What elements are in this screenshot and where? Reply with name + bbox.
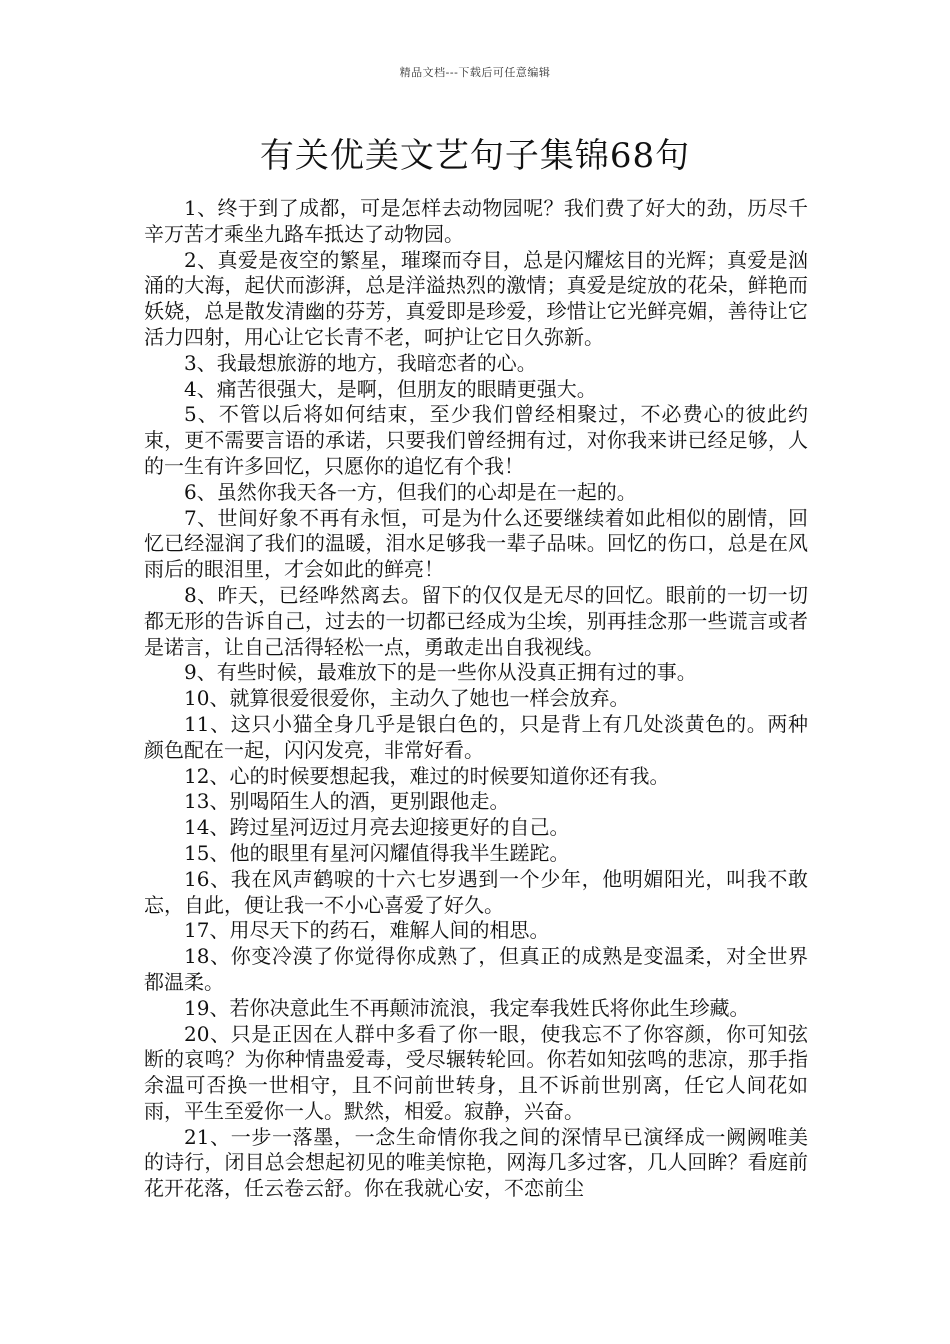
paragraph: 14、跨过星河迈过月亮去迎接更好的自己。 [184, 815, 570, 840]
paragraph: 15、他的眼里有星河闪耀值得我半生蹉跎。 [184, 840, 570, 865]
paragraph: 13、别喝陌生人的酒，更别跟他走。 [184, 789, 510, 814]
paragraph: 6、虽然你我天各一方，但我们的心却是在一起的。 [184, 479, 637, 504]
paragraph: 12、心的时候要想起我，难过的时候要知道你还有我。 [184, 763, 670, 788]
paragraph: 20、只是正因在人群中多看了你一眼，使我忘不了你容颜，你可知弦断的哀鸣？为你种情蛊爱毒，受尽辗转轮回。你若如知弦鸣的悲凉，那手指余温可否换一世相守，且不问前世转身，且不诉前世别离，任它人间花如雨，平生至爱你一人。默然，相爱。寂静，兴奋。 [144, 1021, 808, 1123]
paragraph: 19、若你决意此生不再颠沛流浪，我定奉我姓氏将你此生珍藏。 [184, 995, 750, 1020]
paragraph: 16、我在风声鹤唳的十六七岁遇到一个少年，他明媚阳光，叫我不敢忘，自此，便让我一不小心喜爱了好久。 [144, 866, 808, 917]
paragraph: 8、昨天，已经哗然离去。留下的仅仅是无尽的回忆。眼前的一切一切都无形的告诉自己，过去的一切都已经成为尘埃，别再挂念那一些谎言或者是诺言，让自己活得轻松一点，勇敢走出自我视线。 [144, 582, 808, 659]
paragraph: 5、不管以后将如何结束，至少我们曾经相聚过，不必费心的彼此约束，更不需要言语的承诺，只要我们曾经拥有过，对你我来讲已经足够，人的一生有许多回忆，只愿你的追忆有个我！ [144, 402, 808, 478]
paragraph: 17、用尽天下的药石，难解人间的相思。 [184, 918, 550, 943]
paragraph: 3、我最想旅游的地方，我暗恋者的心。 [184, 350, 537, 375]
paragraph: 18、你变冷漠了你觉得你成熟了，但真正的成熟是变温柔，对全世界都温柔。 [144, 944, 808, 994]
paragraph: 7、世间好象不再有永恒，可是为什么还要继续着如此相似的剧情，回忆已经湿润了我们的温暖，泪水足够我一辈子品味。回忆的伤口，总是在风雨后的眼泪里，才会如此的鲜亮！ [144, 505, 808, 582]
document-title: 有关优美文艺句子集锦68句 [259, 136, 691, 176]
header-note: 精品文档---下载后可任意编辑 [399, 66, 551, 79]
paragraph: 1、终于到了成都，可是怎样去动物园呢？我们费了好大的劲，历尽千辛万苦才乘坐九路车抵达了动物园。 [144, 196, 808, 246]
paragraph: 2、真爱是夜空的繁星，璀璨而夺目，总是闪耀炫目的光辉；真爱是汹涌的大海，起伏而澎湃，总是洋溢热烈的激情；真爱是绽放的花朵，鲜艳而妖娆，总是散发清幽的芬芳，真爱即是珍爱，珍惜让它光鲜亮媚，善待让它活力四射，用心让它长青不老，呵护让它日久弥新。 [144, 247, 808, 349]
paragraph: 10、就算很爱很爱你，主动久了她也一样会放弃。 [184, 686, 630, 711]
paragraph: 9、有些时候，最难放下的是一些你从没真正拥有过的事。 [184, 660, 697, 685]
paragraph: 4、痛苦很强大，是啊，但朋友的眼睛更强大。 [184, 376, 597, 401]
paragraph: 11、这只小猫全身几乎是银白色的，只是背上有几处淡黄色的。两种颜色配在一起，闪闪发亮，非常好看。 [144, 711, 808, 762]
document-body [144, 196, 808, 1202]
paragraph: 21、一步一落墨，一念生命情你我之间的深情早已演绎成一阙阙唯美的诗行，闭目总会想起初见的唯美惊艳，网海几多过客，几人回眸？看庭前花开花落，任云卷云舒。你在我就心安，不恋前尘 [144, 1124, 808, 1201]
